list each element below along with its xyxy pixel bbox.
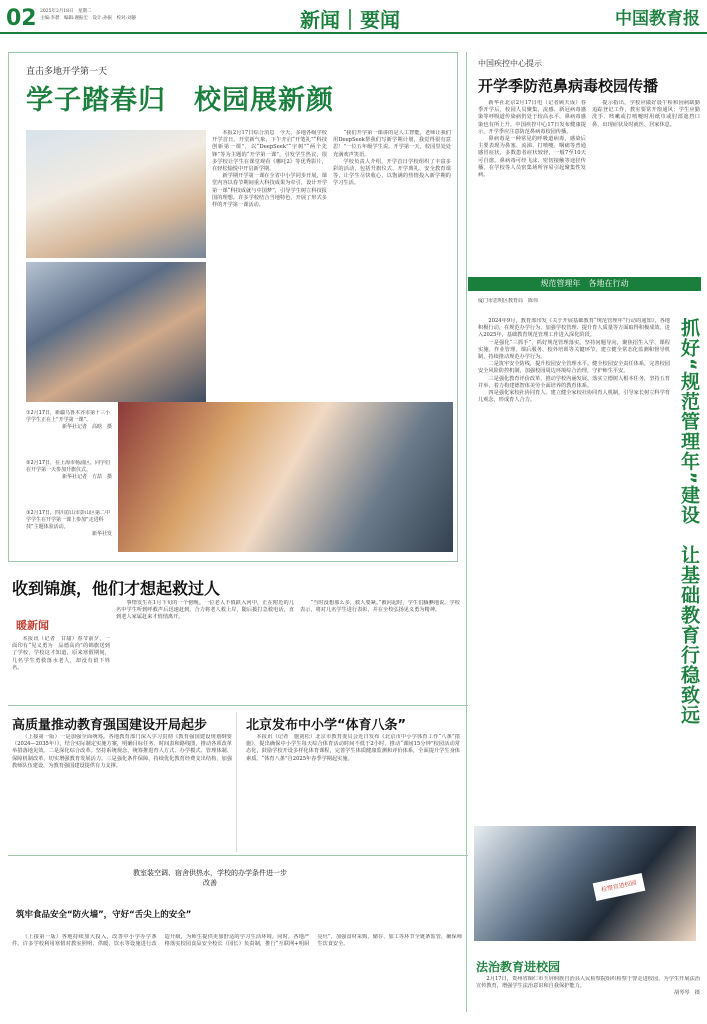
caption-3 — [26, 510, 112, 556]
bottom-headline: 教室装空调、宿舍供热水，学校的办学条件进一步改善 — [133, 869, 287, 887]
feature-paragraph: 本报2月17日综合消息 今天，多地各级学校开学首日。开堂新气象，下午开启“开笔礼”“科技创新第一课”，以“DeepSeek”“宇树”“两个先锋”等为主题的“开学第一课”，引发学生热议，很多学校让学生在课堂观看《哪吒2》等优秀影片，在轻松愉悦中开启新学期。 — [212, 130, 327, 173]
jinqi-paragraph: 事情发生在1月下旬的一个傍晚。一位老人不慎跌入河中，正在附近的几名中学生听到呼救声后迅速赶到，合力将老人救上岸，随后拨打急救电话，直到老人家属赶来才悄悄离开。 — [116, 600, 294, 621]
feature-photo-1 — [26, 130, 206, 258]
caption-text: ③2月17日，四川眉山市彭山区第二中学学生在开学第一课上参加“走进科技”主题体验活动。 — [26, 510, 111, 530]
jinqi-paragraph: 本报讯（记者 甘甜）春节前夕，一面印有“见义勇为 品德高尚”的锦旗送到了学校，学校这才知道，原来寒假期间，几名学生勇救落水老人，却没有留下姓名。 — [12, 636, 110, 671]
bottom-paragraph: （上接第一版）各地持续加大投入，改善中小学办学条件。许多学校利用寒假对教室照明、供暖、饮水等设施进行改造升级，为师生提供更加舒适的学习生活环境。同时，各地严格落实校园食品安全校长（园长）负责制，推行“互联网+明厨亮灶”，加强食材采购、储存、加工等环节全链条监管，确保师生饮食安全。 — [12, 934, 462, 948]
guizhou-paragraph: 三是强化教育评价改革，推动学校内涵发展。落实立德树人根本任务，坚持五育并举，着力构建德智体美劳全面培养的教育体系。 — [478, 375, 670, 389]
feature-kicker: 直击多地开学第一天 — [26, 67, 108, 77]
caption-1 — [26, 410, 112, 450]
edu-body — [12, 734, 232, 852]
sidebar-paragraph: 鼻病毒是一种常见的呼吸道病毒，感染后主要表现为鼻塞、流涕、打喷嚏、咽痛等普通感冒症状，多数患者症状较轻，一般7至10天可自愈。鼻病毒可经飞沫、密切接触等途径传播，在学校等人员密集场所容易引起聚集性发病。 — [478, 136, 586, 179]
beijing-paragraph: 本报讯（记者 施剑松）北京市教育委员会近日发布《北京市中小学体育工作“八条”措施》，提出确保中小学生每天综合体育活动时间不低于2小时，推动“课间15分钟”校园活动常态化，鼓励学校开设多样化体育课程，完善学生体质健康监测和评价体系，全面提升学生身体素质。“体育八条”自2025年春季学期起实施。 — [246, 734, 460, 762]
guizhou-byline: 厦门市思明区教育局 陈伟 — [478, 298, 539, 304]
feature-headline: 学子踏春归 校园展新颜 — [26, 85, 334, 116]
bottom-body — [12, 934, 462, 1016]
guizhou-paragraph: 四是强化家校社协同育人。建立健全家校社协同育人机制，引导家长树立科学育儿观念，形成育人合力。 — [478, 390, 670, 404]
section-band: 规范管理年 各地在行动 — [468, 277, 701, 291]
sidebar-paragraph: 新华社北京2月17日电（记者顾天成）春季开学后，校园人员聚集，流感、新冠病毒感染等呼吸道传染病仍处于较高水平，鼻病毒感染也有所上升。中国疾控中心17日发布健康提示，开学季应注意防范鼻病毒校园传播。 — [478, 100, 586, 135]
guizhou-vertical-headline: 抓好“规范管理年”建设 让基础教育行稳致远 — [678, 318, 700, 725]
jinqi-body-col-2 — [116, 600, 294, 700]
sidebar-paragraph: 提示指出，学校应做好晨午检和因病缺勤追踪登记工作，教室要常开窗通风；学生应勤洗手、咳嗽或打喷嚏时用纸巾或肘部遮挡口鼻，出现症状及时就医、居家休息。 — [592, 100, 700, 128]
edu-paragraph: （上接第一版）一是加强全面统筹。各地教育部门深入学习贯彻《教育强国建设规划纲要（2024—2035年）》，结合实际制定实施方案，明确目标任务、时间表和路线图，推动各项改革举措落地见效。二是深化综合改革。坚持系统观念，统筹推进育人方式、办学模式、管理体制、保障机制改革，切实增强教育发展活力。三是强化条件保障，持续优化教育经费支出结构，加强教师队伍建设，为教育强国建设提供有力支撑。 — [12, 734, 232, 769]
column-divider — [466, 52, 467, 1012]
law-caption-text: 2月17日，贵州省铜仁市玉屏侗族自治县人民检察院组织检察干警走进校园，为学生开展法治宣传教育，增强学生法治意识和自我保护能力。 — [476, 976, 700, 990]
feature-photo-3 — [118, 402, 453, 552]
bottom-subhead: 筑牢食品安全“防火墙”，守好“舌尖上的安全” — [16, 910, 192, 920]
feature-paragraph: 新学期开学第一课在全省中小学同步开展，课堂内容以春节期间重大科技成果为牵引，设计开学第一课“科技成就与中国梦”，引导学生树立科技报国的理想。许多学校结合当地特色，开展了形式多样的开学第一课活动。 — [212, 173, 327, 209]
sidebar-body-col-2 — [592, 100, 700, 272]
beijing-headline: 北京发布中小学“体育八条” — [246, 718, 407, 733]
masthead-editors: 主编:李碧 编辑:谢振宏 设计:孙振 校对:刘静 — [40, 16, 137, 21]
masthead-date: 2025年2月18日 星期二 — [40, 9, 92, 14]
jinqi-body-col-1 — [12, 636, 110, 700]
law-caption — [476, 976, 700, 1014]
masthead-meta — [40, 8, 136, 22]
jinqi-body-col-3 — [300, 600, 460, 700]
law-photo — [474, 826, 696, 941]
law-photo-sign: 检察官进校园 — [593, 873, 646, 901]
section-title: 新闻｜要闻 — [300, 8, 400, 32]
section-divider — [8, 855, 468, 856]
feature-paragraph: “我们开学第一课讲的是人工智能，老师让我们用DeepSeek帮我们写新学期计划，我觉得很有意思！”一位五年级学生说。开学第一天，校园里处处充满欢声笑语。 — [333, 130, 451, 158]
feature-body-col-2 — [333, 130, 451, 400]
sidebar-body-col-1 — [478, 100, 586, 272]
feature-photo-2 — [26, 262, 206, 402]
law-credit: 胡琴琴 摄 — [674, 990, 700, 997]
law-headline: 法治教育进校园 — [476, 960, 561, 974]
page-number: 02 — [6, 6, 37, 31]
section-divider — [8, 705, 468, 706]
feature-body-col-1 — [212, 130, 327, 400]
caption-2 — [26, 460, 112, 500]
caption-text: ①2月17日，新疆乌鲁木齐市第十三小学学生正在上“开学第一课”。 — [26, 410, 111, 423]
paper-logo: 中国教育报 — [615, 9, 700, 29]
warm-news-badge — [16, 614, 94, 630]
guizhou-paragraph: 一是强化“三抓手”，抓好规范管理落实。坚持问题导向，聚焦招生入学、课程实施、作业管理、课后服务、校外培训等关键环节，建立健全常态化监测和督导机制，持续推动规范办学行为。 — [478, 339, 670, 361]
guizhou-paragraph: 二是筑牢安全防线，提升校园安全管理水平。健全校园安全责任体系，完善校园安全风险防控机制，加强校园周边环境综合治理，守护师生平安。 — [478, 361, 670, 375]
caption-credit: 新华社记者 方喆 摄 — [61, 474, 112, 480]
warm-news-label: 暖新闻 — [16, 619, 49, 630]
guizhou-body — [478, 318, 670, 818]
edu-headline: 高质量推动教育强国建设开局起步 — [12, 718, 208, 733]
sidebar-headline: 开学季防范鼻病毒校园传播 — [478, 77, 659, 95]
feature-paragraph: 学校负责人介绍，开学首日学校组织了丰富多彩的活动，包括升旗仪式、开学典礼、安全教育课等，让学生尽快收心，以饱满的热情投入新学期的学习生活。 — [333, 158, 451, 187]
jinqi-paragraph: “当时没想那么多，救人要紧。”被问起时，学生们腼腆地说。学校表示，将对几名学生进行表彰，并在全校弘扬见义勇为精神。 — [300, 600, 460, 614]
sidebar-kicker: 中国疾控中心提示 — [478, 59, 542, 68]
caption-credit: 新华社记者 高晗 摄 — [61, 424, 112, 430]
caption-text: ②2月17日，在上海市杨浦区，同学们在开学第一天参加升旗仪式。 — [26, 460, 111, 473]
jinqi-headline: 收到锦旗，他们才想起救过人 — [12, 579, 221, 598]
column-divider — [236, 712, 237, 852]
guizhou-paragraph: 2024年9月，教育部印发《关于开展基础教育“规范管理年”行动的通知》，各地积极行动，在规范办学行为、加强学校管理、提升育人质量等方面取得积极成效。进入2025年，基础教育规范管理工作进入深化阶段。 — [478, 318, 670, 339]
caption-credit: 新华社发 — [91, 531, 112, 537]
beijing-body — [246, 734, 460, 852]
masthead-rule — [0, 32, 707, 34]
